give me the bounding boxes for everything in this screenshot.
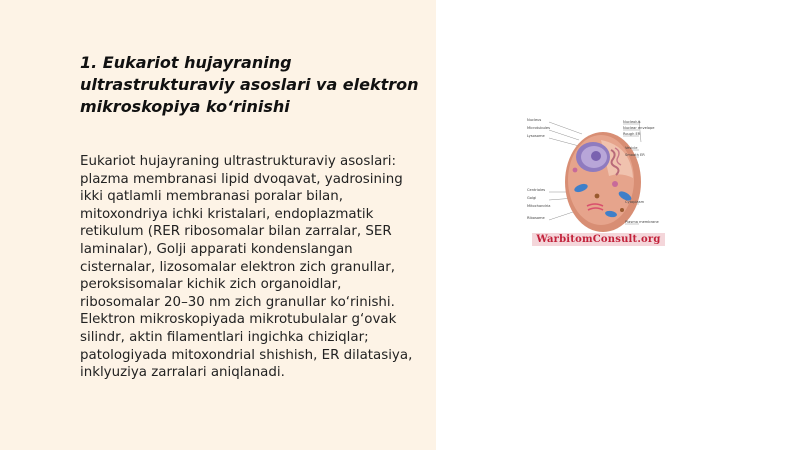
label-vesicle: Vesicle xyxy=(625,146,638,150)
label-golgi: Golgi xyxy=(527,196,537,200)
label-nucleolus: Nucleolus xyxy=(623,120,641,124)
slide-title: 1. Eukariot hujayraning ultrastrukturaviy asoslari va elektron mikroskopiya ko‘rinishi xyxy=(80,53,419,116)
slide-body-text: Eukariot hujayraning ultrastrukturaviy asoslari: plazma membranasi lipid dvoqavat, yadrosining ikki qatlamli membranasi poralar bilan, mitoxondriya ichki kristalari, endoplazmatik retikulum (RER ribosomalar bilan zarralar, SER laminalar), Golji apparati kondenslangan cisternalar, lizosomalar elektron zich granullar, peroksisomalar kichik zich organoidlar, ribosomalar 20–30 nm zich granullar ko‘rinishi. Elektron mikroskopiyada mikrotubulalar g‘ovak silindr, aktin filamentlari ingichka chiziqlar; patologiyada mitoxondrial shishish, ER dilatasiya, inklyuziya zarralari aniqlanadi. xyxy=(80,154,413,381)
label-nuclear-envelope: Nuclear envelope xyxy=(623,126,655,130)
label-lysosome: Lysosome xyxy=(527,134,545,138)
label-nucleus: Nucleus xyxy=(527,118,542,122)
label-mitochondria: Mitochondria xyxy=(527,204,551,208)
label-plasma-membrane: Plasma membrane xyxy=(625,220,659,224)
cell-diagram-figure xyxy=(527,112,673,252)
label-ribosome: Ribosome xyxy=(527,216,545,220)
label-centrioles: Centrioles xyxy=(527,188,546,192)
label-rough-er: Rough ER xyxy=(623,132,641,136)
label-microtubules: Microtubules xyxy=(527,126,550,130)
cell-illustration xyxy=(527,112,673,252)
label-cytoplasm: Cytoplasm xyxy=(625,200,645,204)
label-smooth-er: Smooth ER xyxy=(625,153,645,157)
watermark-banner: WarbitomConsult.org xyxy=(532,233,665,246)
